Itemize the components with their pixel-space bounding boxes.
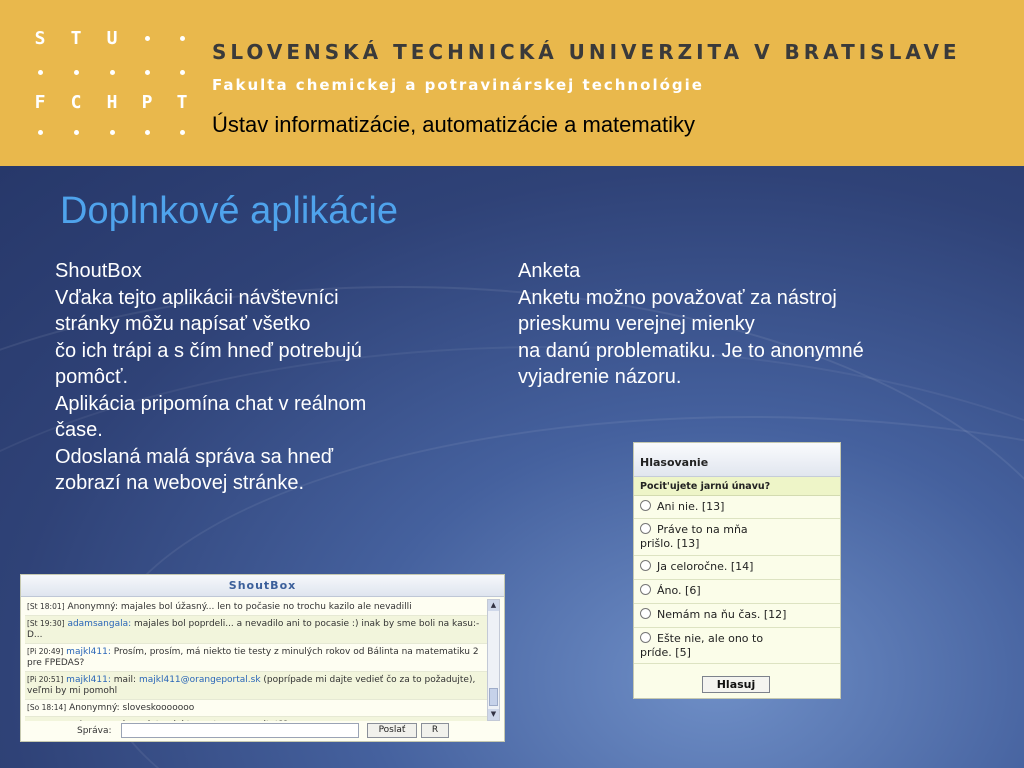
option-label: Áno. [6] — [657, 584, 701, 597]
shoutbox-title: ShoutBox — [21, 575, 504, 597]
poll-description — [518, 258, 864, 391]
message-text: (poprípade mi dajte vedieť čo za to požadujte), veľmi by mi pomohl — [27, 675, 476, 696]
poll-option[interactable] — [634, 580, 840, 604]
logo-dot — [74, 70, 79, 75]
scroll-thumb[interactable] — [489, 688, 498, 706]
message-time: [Pi 20:51] — [27, 675, 64, 684]
message-user: Anonymný: — [69, 703, 120, 713]
poll-option[interactable] — [634, 628, 840, 664]
poll-option[interactable] — [634, 519, 840, 556]
shoutbox-scrollbar[interactable] — [487, 599, 500, 721]
university-name: SLOVENSKÁ TECHNICKÁ UNIVERZITA V BRATISLAVE — [212, 40, 961, 64]
description-line: pomôcť. — [55, 366, 129, 388]
page-title: Doplnkové aplikácie — [60, 190, 398, 232]
option-label: prišlo. [13] — [640, 537, 700, 550]
message-time: [So 18:14] — [27, 703, 67, 712]
description-line: na danú problematiku. Je to anonymné — [518, 339, 864, 362]
message-user[interactable]: majkl411: — [66, 675, 111, 685]
shout-message — [25, 672, 489, 700]
radio-button[interactable] — [640, 584, 651, 595]
logo-letter: F — [34, 92, 46, 113]
message-text: majales bol poprdeli... a nevadilo ani to pocasie :) inak by sme boli na kasu:-D... — [27, 619, 480, 640]
option-label: Nemám na ňu čas. [12] — [657, 608, 787, 621]
poll-option[interactable] — [634, 496, 840, 519]
message-user: Anonymný: — [67, 602, 119, 612]
logo-dot — [110, 70, 115, 75]
shout-message — [25, 599, 489, 616]
option-label: Ja celoročne. [14] — [657, 560, 754, 573]
description-line: prieskumu verejnej mienky — [518, 313, 755, 335]
vote-button[interactable]: Hlasuj — [702, 676, 770, 693]
logo-letter: T — [176, 92, 188, 113]
shout-message — [25, 616, 489, 644]
logo-dot — [110, 130, 115, 135]
message-text: sloveskooooooo — [122, 703, 195, 713]
radio-button[interactable] — [640, 632, 651, 643]
description-line: Odoslaná malá správa sa hneď — [55, 445, 334, 468]
option-label: Ani nie. [13] — [657, 500, 725, 513]
shoutbox-description — [55, 258, 366, 497]
description-line: Vďaka tejto aplikácii návštevníci — [55, 286, 339, 309]
radio-button[interactable] — [640, 500, 651, 511]
institute-name: Ústav informatizácie, automatizácie a matematiky — [212, 112, 695, 137]
logo-dot — [145, 130, 150, 135]
poll-option[interactable] — [634, 604, 840, 628]
logo-letter: T — [70, 28, 82, 49]
stu-logo — [30, 28, 190, 138]
option-label: príde. [5] — [640, 646, 691, 659]
scroll-down-arrow-icon[interactable]: ▼ — [488, 709, 499, 720]
logo-letter: S — [34, 28, 46, 49]
logo-dot — [180, 70, 185, 75]
message-user[interactable]: majkl411: — [66, 647, 111, 657]
logo-dot — [145, 36, 150, 41]
description-line: Anketa — [518, 260, 581, 282]
message-time: [Pi 20:49] — [27, 647, 64, 656]
description-line: vyjadrenie názoru. — [518, 366, 682, 388]
description-line: stránky môžu napísať všetko — [55, 313, 311, 335]
poll-question: Pocit'ujete jarnú únavu? — [634, 477, 840, 496]
scroll-up-arrow-icon[interactable]: ▲ — [488, 600, 499, 611]
message-text: Prosím, prosím, má niekto tie testy z minulých rokov od Bálinta na matematiku 2 pre FPEDAS? — [27, 647, 479, 668]
description-line: čase. — [55, 419, 103, 441]
logo-letter: P — [141, 92, 153, 113]
shoutbox-messages[interactable] — [25, 599, 489, 721]
shoutbox-widget — [20, 574, 505, 742]
message-time: [St 19:30] — [27, 619, 65, 628]
description-line: čo ich trápi a s čím hneď potrebujú — [55, 339, 362, 362]
send-button[interactable]: Poslať — [367, 723, 417, 738]
logo-letter: U — [106, 28, 118, 49]
poll-title: Hlasovanie — [634, 443, 840, 477]
logo-dot — [145, 70, 150, 75]
message-text: mail: — [113, 675, 137, 685]
description-line: ShoutBox — [55, 260, 142, 282]
option-label: Práve to na mňa — [657, 523, 748, 536]
poll-option[interactable] — [634, 556, 840, 580]
logo-letter: H — [106, 92, 118, 113]
faculty-name: Fakulta chemickej a potravinárskej technológie — [212, 76, 704, 94]
description-line: zobrazí na webovej stránke. — [55, 472, 305, 494]
logo-dot — [38, 70, 43, 75]
refresh-button[interactable]: R — [421, 723, 449, 738]
poll-widget — [633, 442, 841, 699]
logo-dot — [180, 130, 185, 135]
message-input-label: Správa: — [77, 726, 112, 736]
message-input[interactable] — [121, 723, 359, 738]
header — [0, 0, 1024, 166]
logo-dot — [38, 130, 43, 135]
option-label: Ešte nie, ale ono to — [657, 632, 764, 645]
logo-dot — [180, 36, 185, 41]
logo-dot — [74, 130, 79, 135]
shout-message — [25, 644, 489, 672]
logo-letter: C — [70, 92, 82, 113]
radio-button[interactable] — [640, 608, 651, 619]
description-line: Anketu možno považovať za nástroj — [518, 286, 837, 309]
radio-button[interactable] — [640, 523, 651, 534]
message-time: [St 18:01] — [27, 602, 65, 611]
message-email-link[interactable]: majkl411@orangeportal.sk — [138, 675, 261, 685]
message-text: majales bol úžasný... len to počasie no trochu kazilo ale nevadilli — [120, 602, 412, 612]
message-user[interactable]: adamsangala: — [67, 619, 132, 629]
radio-button[interactable] — [640, 560, 651, 571]
shout-message — [25, 700, 489, 717]
description-line: Aplikácia pripomína chat v reálnom — [55, 392, 367, 415]
shoutbox-input-row — [21, 721, 504, 741]
